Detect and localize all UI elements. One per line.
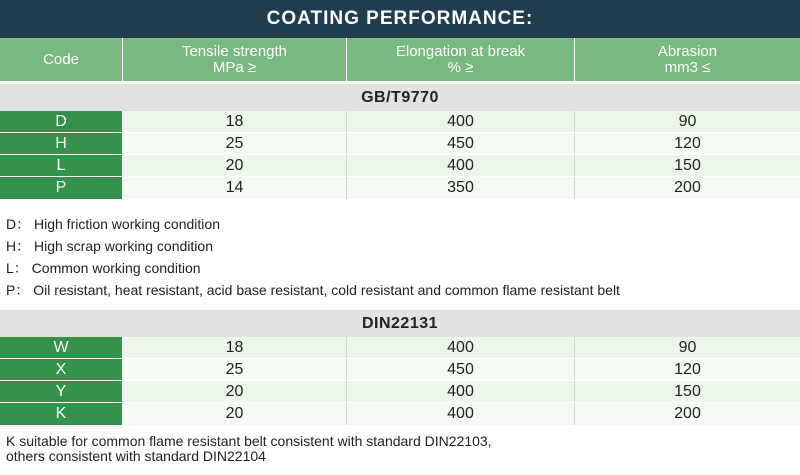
tensile-cell: 25 [123,133,346,155]
header-tensile-label: Tensile strength [181,42,288,60]
footnote-line-1: K suitable for common flame resistant belt consistent with standard DIN22103, [6,433,492,449]
table-row [0,337,800,359]
abrasion-cell: 150 [575,155,800,177]
note-p: P： Oil resistant, heat resistant, acid base resistant, cold resistant and common flame resistant belt [6,282,620,298]
abrasion-cell: 150 [575,381,800,403]
note-d: D： High friction working condition [6,216,220,232]
header-tensile [123,38,346,81]
abrasion-cell: 200 [575,403,800,425]
page-title: COATING PERFORMANCE: [0,0,800,38]
tensile-cell: 14 [123,177,346,199]
elongation-cell: 400 [347,403,574,425]
code-cell: X [0,359,122,381]
section-title-din22131: DIN22131 [0,310,800,337]
header-abrasion-unit: mm3 ≤ [664,58,711,76]
header-code [0,38,122,81]
elongation-cell: 400 [347,337,574,359]
elongation-cell: 400 [347,381,574,403]
footnote [6,434,492,464]
abrasion-cell: 90 [575,111,800,133]
code-cell: D [0,111,122,133]
tensile-cell: 18 [123,111,346,133]
tensile-cell: 20 [123,403,346,425]
table-row [0,381,800,403]
table-row [0,403,800,425]
header-abrasion-label: Abrasion [657,42,718,60]
code-cell: W [0,337,122,359]
tensile-cell: 25 [123,359,346,381]
abrasion-cell: 120 [575,133,800,155]
elongation-cell: 450 [347,133,574,155]
footnote-line-2: others consistent with standard DIN22104 [6,448,266,464]
code-cell: H [0,133,122,155]
table-header-row [0,38,800,81]
table-row [0,111,800,133]
table-row [0,177,800,199]
header-tensile-unit: MPa ≥ [212,58,257,76]
abrasion-cell: 120 [575,359,800,381]
code-cell: K [0,403,122,425]
tensile-cell: 20 [123,381,346,403]
header-elongation [347,38,574,81]
tensile-cell: 20 [123,155,346,177]
elongation-cell: 350 [347,177,574,199]
table-row [0,155,800,177]
elongation-cell: 400 [347,155,574,177]
note-l: L： Common working condition [6,260,201,276]
tensile-cell: 18 [123,337,346,359]
elongation-cell: 400 [347,111,574,133]
header-elongation-unit: % ≥ [447,58,474,76]
header-code-label: Code [43,50,79,68]
abrasion-cell: 90 [575,337,800,359]
note-h: H： High scrap working condition [6,238,213,254]
table-row [0,133,800,155]
elongation-cell: 450 [347,359,574,381]
code-cell: Y [0,381,122,403]
header-elongation-label: Elongation at break [395,42,526,60]
header-abrasion [575,38,800,81]
abrasion-cell: 200 [575,177,800,199]
section-title-gbt9770: GB/T9770 [0,84,800,111]
table-row [0,359,800,381]
code-cell: L [0,155,122,177]
code-cell: P [0,177,122,199]
